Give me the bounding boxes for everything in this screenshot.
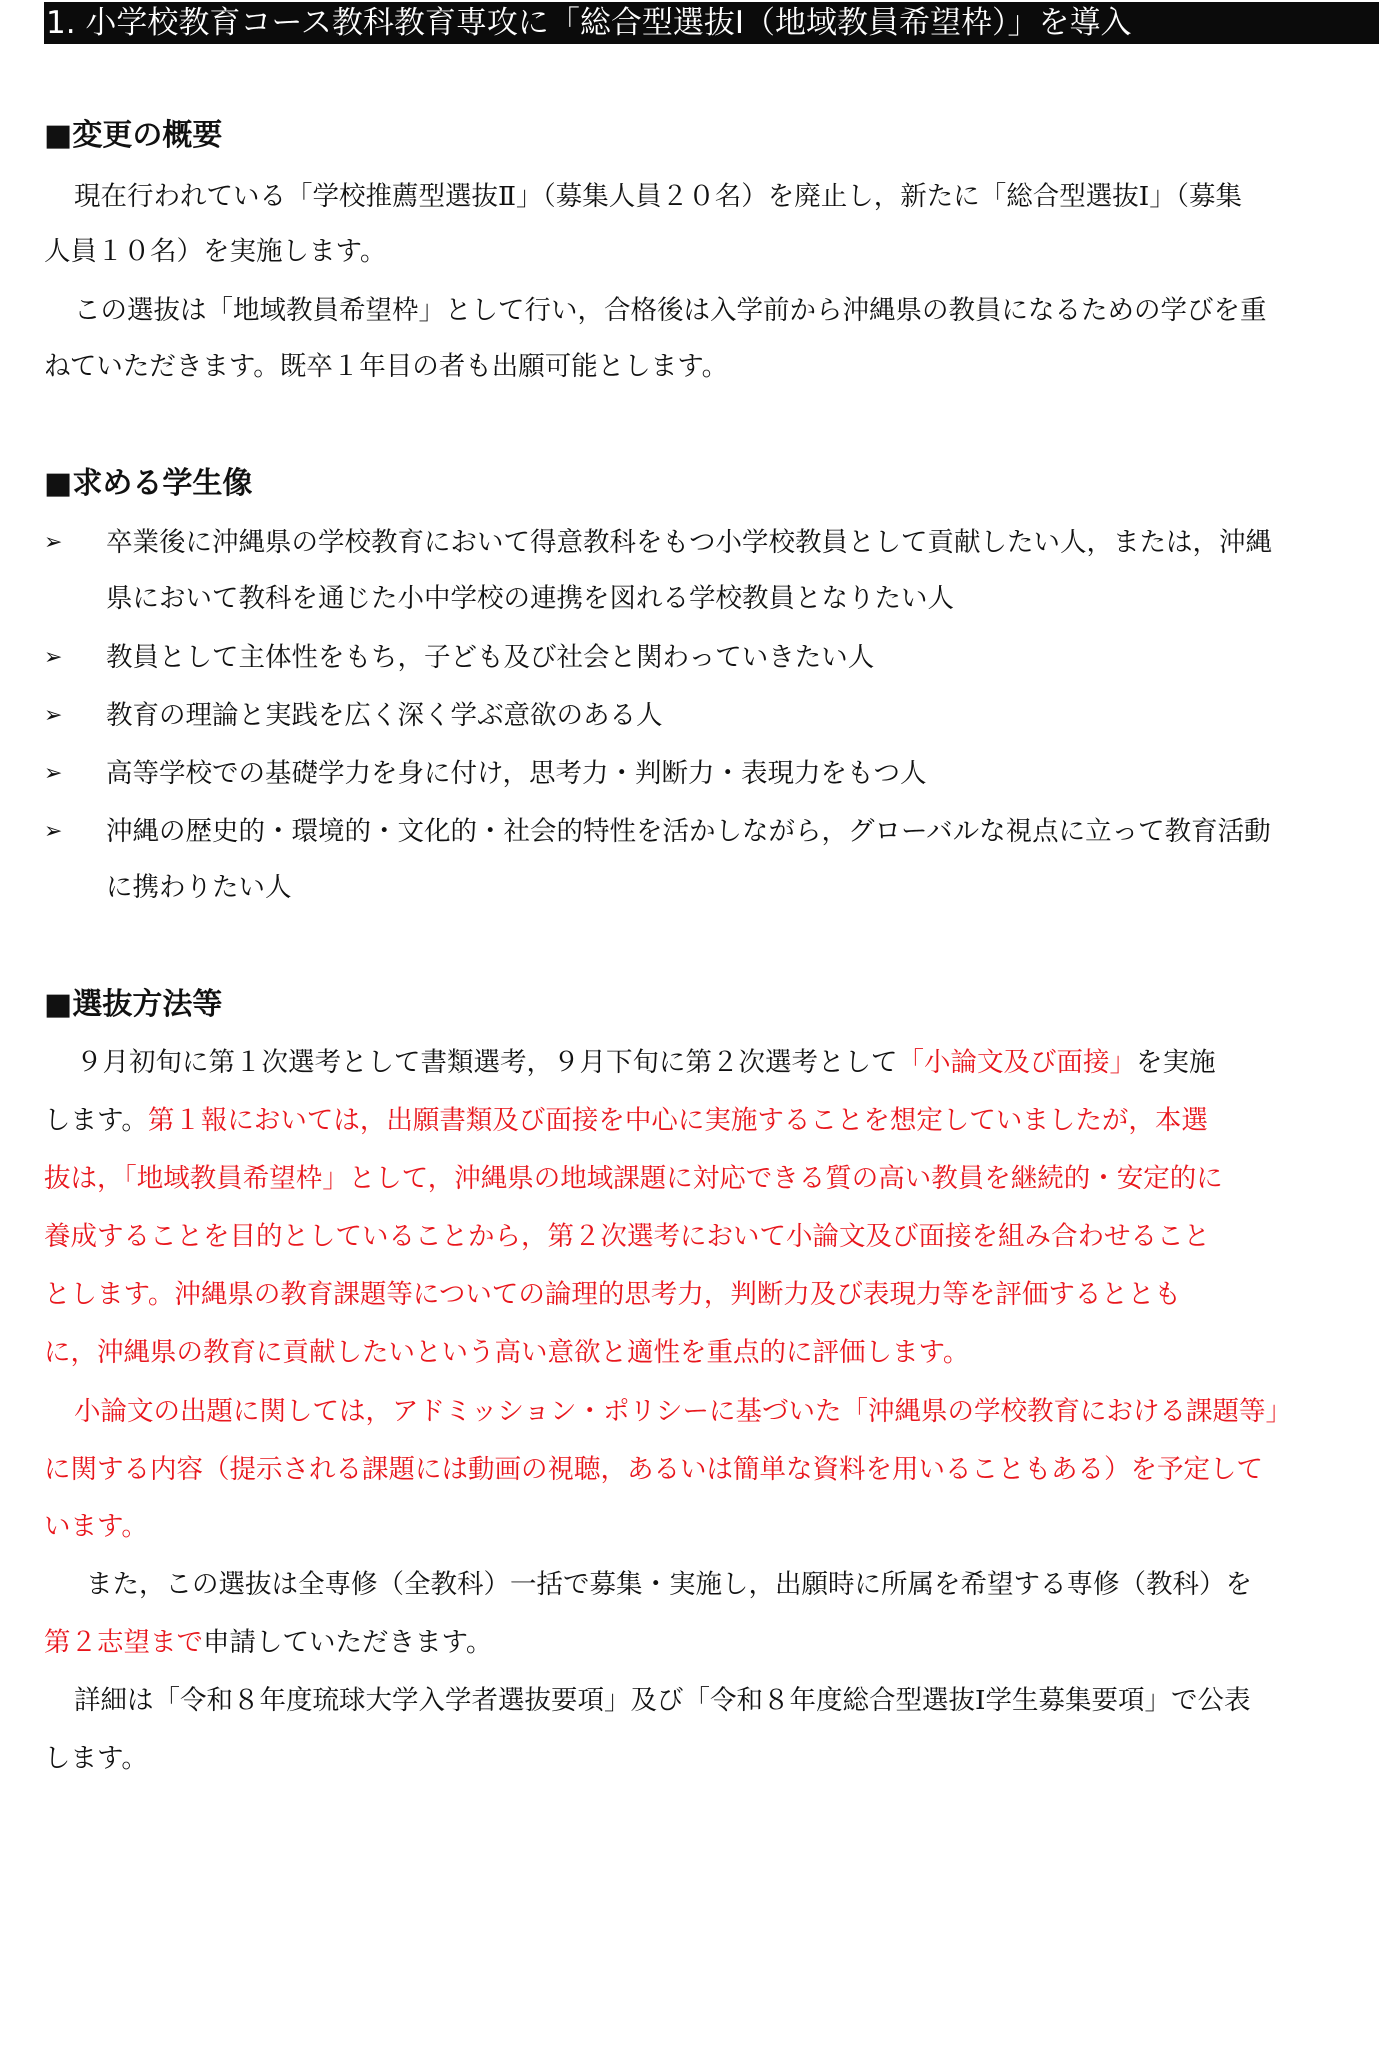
overview-heading: ■変更の概要 <box>44 118 223 153</box>
selection-line-1-text: ９月初旬に第１次選考として書類選考，９月下旬に第２次選考として <box>76 1047 898 1078</box>
selection-heading: ■選抜方法等 <box>44 987 223 1022</box>
overview-line-4: ねていただきます。既卒１年目の者も出願可能とします。 <box>44 351 729 382</box>
selection-line-3: 抜は，「地域教員希望枠」として，沖縄県の地域課題に対応できる質の高い教員を継続的・安定的に <box>44 1163 1223 1194</box>
selection-highlight-essay-interview: 「小論文及び面接」 <box>897 1047 1136 1078</box>
bullet-arrow-icon: ➢ <box>44 703 63 728</box>
overview-line-3: この選抜は「地域教員希望枠」として行い，合格後は入学前から沖縄県の教員になるための学びを重 <box>74 295 1267 326</box>
bullet-arrow-icon: ➢ <box>44 530 63 555</box>
student-item-1-line-1: 卒業後に沖縄県の学校教育において得意教科をもつ小学校教員として貢献したい人，または，沖縄 <box>106 527 1272 558</box>
page-title: 1. 小学校教育コース教科教育専攻に「総合型選抜Ⅰ（地域教員希望枠）」を導入 <box>44 2 1379 44</box>
student-item-3: 教育の理論と実践を広く深く学ぶ意欲のある人 <box>106 700 663 731</box>
student-item-5-line-1: 沖縄の歴史的・環境的・文化的・社会的特性を活かしながら，グローバルな視点に立って教育活動 <box>106 816 1271 847</box>
selection-line-7: 小論文の出題に関しては，アドミッション・ポリシーに基づいた「沖縄県の学校教育における課題等」 <box>74 1396 1292 1427</box>
bullet-arrow-icon: ➢ <box>44 761 63 786</box>
selection-highlight-second-choice: 第２志望まで <box>44 1627 203 1658</box>
selection-line-10: また，この選抜は全専修（全教科）一括で募集・実施し，出願時に所属を希望する専修（教科）を <box>86 1569 1252 1600</box>
selection-line-1-end: を実施 <box>1136 1047 1216 1078</box>
selection-line-2-red: 第１報においては，出願書類及び面接を中心に実施することを想定していましたが，本選 <box>147 1105 1208 1136</box>
students-heading: ■求める学生像 <box>44 466 253 501</box>
selection-line-4: 養成することを目的としていることから，第２次選考において小論文及び面接を組み合わせること <box>44 1221 1210 1252</box>
selection-line-6: に，沖縄県の教育に貢献したいという高い意欲と適性を重点的に評価します。 <box>44 1337 970 1368</box>
student-item-4: 高等学校での基礎学力を身に付け，思考力・判断力・表現力をもつ人 <box>106 758 927 789</box>
selection-line-5: とします。沖縄県の教育課題等についての論理的思考力，判断力及び表現力等を評価するととも <box>44 1279 1181 1310</box>
overview-line-1: 現在行われている「学校推薦型選抜Ⅱ」（募集人員２０名）を廃止し，新たに「総合型選抜Ⅰ」（募集 <box>74 181 1242 212</box>
selection-line-13: します。 <box>44 1743 148 1774</box>
selection-line-8: に関する内容（提示される課題には動画の視聴，あるいは簡単な資料を用いることもある）を予定して <box>44 1454 1263 1485</box>
selection-line-2 <box>44 1102 1208 1140</box>
student-item-1-line-2: 県において教科を通じた小中学校の連携を図れる学校教員となりたい人 <box>106 583 954 614</box>
selection-line-1 <box>76 1044 1216 1082</box>
bullet-arrow-icon: ➢ <box>44 819 63 844</box>
student-item-2: 教員として主体性をもち，子ども及び社会と関わっていきたい人 <box>106 642 875 673</box>
overview-line-2: 人員１０名）を実施します。 <box>44 236 387 267</box>
bullet-arrow-icon: ➢ <box>44 645 63 670</box>
selection-line-2-text: します。 <box>44 1105 148 1136</box>
selection-line-11-text: 申請していただきます。 <box>203 1627 493 1658</box>
selection-line-11 <box>44 1624 492 1662</box>
student-item-5-line-2: に携わりたい人 <box>106 872 292 903</box>
selection-line-9: います。 <box>44 1511 148 1542</box>
selection-line-12: 詳細は「令和８年度琉球大学入学者選抜要項」及び「令和８年度総合型選抜Ⅰ学生募集要項」で公表 <box>74 1685 1251 1716</box>
